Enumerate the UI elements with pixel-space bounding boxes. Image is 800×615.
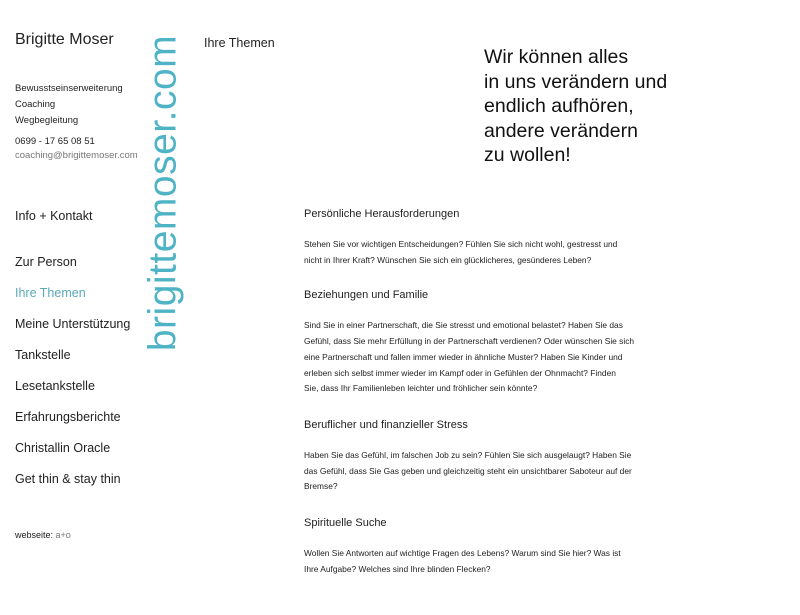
page-title: Ihre Themen [204, 36, 275, 50]
nav-link[interactable]: Zur Person [15, 255, 77, 269]
nav-link[interactable]: Erfahrungsberichte [15, 410, 121, 424]
nav-link[interactable]: Meine Unterstützung [15, 317, 131, 331]
nav-item-lesetankstelle [15, 378, 130, 409]
webseite-link[interactable]: a+o [55, 530, 71, 540]
topic-text [304, 546, 656, 577]
quote-line: zu wollen! [484, 144, 571, 166]
topic-text-line: erleben sich selbst immer wieder im Kampf oder in Gefühlen der Ohnmacht? Finden [304, 367, 616, 378]
nav-link[interactable]: Christallin Oracle [15, 441, 111, 455]
domain-logo-container [140, 20, 186, 365]
quote-line: Wir können alles [484, 46, 629, 68]
nav-link[interactable]: Get thin & stay thin [15, 472, 121, 486]
nav-item-tankstelle [15, 347, 130, 378]
quote-line: endlich aufhören, [484, 95, 634, 117]
webseite-credit [15, 530, 71, 540]
nav-item-erfahrungsberichte [15, 409, 130, 440]
topic-title: Beziehungen und Familie [304, 289, 429, 302]
topic-text [304, 237, 656, 268]
domain-logo[interactable]: brigittemoser.com [141, 34, 185, 351]
topic-text [304, 318, 656, 397]
topic-title: Persönliche Herausforderungen [304, 208, 460, 220]
tagline-line: Bewusstseinserweiterung [15, 83, 123, 94]
sidebar [15, 0, 155, 615]
nav-item-ihre-themen [15, 285, 130, 316]
tagline-line: Coaching [15, 99, 56, 110]
topic-beruflicher-stress [304, 419, 656, 495]
topic-beziehungen-familie [304, 289, 656, 397]
topic-text [304, 448, 656, 495]
main-nav [15, 254, 130, 502]
topic-spirituelle-suche [304, 517, 656, 577]
topic-text-line: eine Partnerschaft und fallen immer wieder in ähnliche Muster? Haben Sie Kinder und [304, 351, 623, 362]
nav-item-meine-unterstuetzung [15, 316, 130, 347]
topic-text-line: das Gefühl, dass Sie Gas geben und gleichzeitig steht ein unsichtbarer Saboteur auf der [304, 465, 632, 476]
topic-text-line: Ihre Aufgabe? Welches sind Ihre blinden Flecken? [304, 563, 491, 574]
topic-text-line: Haben Sie das Gefühl, im falschen Job zu sein? Fühlen Sie sich ausgelaugt? Haben Sie [304, 449, 632, 460]
site-name[interactable]: Brigitte Moser [15, 31, 114, 48]
quote-line: andere verändern [484, 119, 638, 142]
tagline [15, 81, 123, 129]
topics-content [304, 208, 656, 577]
topic-text-line: Sind Sie in einer Partnerschaft, die Sie stresst und emotional belastet? Haben Sie das [304, 320, 623, 331]
topic-text-line: Gefühl, dass Sie mehr Erfüllung in der Partnerschaft verdienen? Oder wünschen Sie sich [304, 336, 635, 347]
quote [484, 45, 667, 168]
nav-link[interactable]: Tankstelle [15, 348, 71, 362]
topic-title: Beruflicher und finanzieller Stress [304, 418, 468, 431]
topic-text-line: Wollen Sie Antworten auf wichtige Fragen des Lebens? Warum sind Sie hier? Was ist [304, 548, 621, 559]
webseite-label: webseite: [15, 530, 54, 540]
nav-link-active[interactable]: Ihre Themen [15, 286, 86, 300]
topic-text-line: Bremse? [304, 481, 338, 492]
topic-text-line: nicht in Ihrer Kraft? Wünschen Sie sich ein glücklicheres, gesünderes Leben? [304, 254, 592, 265]
topic-text-line: Stehen Sie vor wichtigen Entscheidungen? Fühlen Sie sich nicht wohl, gestresst und [304, 239, 618, 249]
nav-link[interactable]: Lesetankstelle [15, 379, 95, 393]
phone-number: 0699 - 17 65 08 51 [15, 136, 95, 147]
email-link[interactable]: coaching@brigittemoser.com [15, 150, 138, 161]
quote-line: in uns verändern und [484, 70, 668, 93]
nav-item-zur-person [15, 254, 130, 285]
nav-item-get-thin [15, 471, 130, 502]
tagline-line: Wegbegleitung [15, 115, 79, 126]
nav-info-kontakt[interactable]: Info + Kontakt [15, 209, 93, 223]
topic-text-line: Sie, dass Ihr Familienleben leichter und fröhlicher sein könnte? [304, 383, 538, 394]
nav-item-christallin-oracle [15, 440, 130, 471]
topic-persoenliche-herausforderungen [304, 208, 656, 268]
topic-title: Spirituelle Suche [304, 517, 387, 530]
